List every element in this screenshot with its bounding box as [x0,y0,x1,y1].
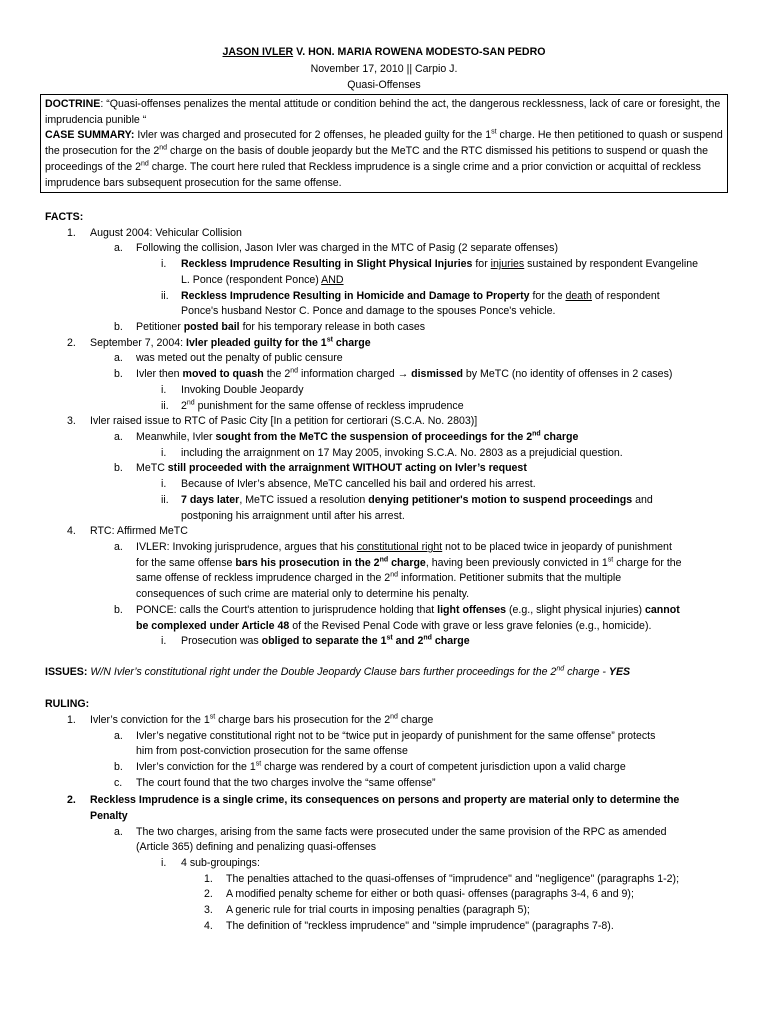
doctrine-text: : “Quasi-offenses penalizes the mental attitude or condition behind the act, the dangerous recklessness, lack of care or foresight, the imprudencia punible “ [45,98,721,126]
list-item-continuation: for the same offense bars his prosecution in the 2nd charge, having been previously convicted in 1st charge for the [136,556,682,569]
petitioner-name: JASON IVLER [222,46,294,58]
case-topic: Quasi-Offenses [347,79,421,91]
ordinal: nd [159,144,168,152]
ordinal: st [491,128,497,136]
facts-heading: FACTS: [45,211,84,223]
list-item-continuation: postponing his arraignment until after his arrest. [181,510,405,522]
issues-answer: YES [608,666,631,678]
case-date: November 17, 2010 || Carpio J. [310,63,458,75]
ordinal: nd [141,160,149,168]
issues-line: ISSUES: W/N Ivler’s constitutional right under the Double Jeopardy Clause bars further proceedings for the 2nd charge - YES [45,665,631,678]
list-item-continuation: L. Ponce (respondent Ponce) AND [181,274,344,286]
list-item-continuation: (Article 365) defining and penalizing quasi-offenses [136,841,377,853]
ruling-heading: RULING: [45,698,90,710]
case-summary-label: CASE SUMMARY: [45,129,135,142]
document-page: JASON IVLER V. HON. MARIA ROWENA MODESTO-SAN PEDRO November 17, 2010 || Carpio J. Quasi-Offenses DOCTRINE: “Quasi-offenses penalizes the mental attitude or condition behind the act, the dangerous recklessness, lack of care or foresight, the imprudencia punible “ CASE SUMMARY: Ivler was charged and prosecuted for 2 offenses, he pleaded guilty for the 1st charge. He then petitioned to quash or suspend the prosecution for the 2nd charge on the basis of double jeopardy but the MeTC and the RTC dismissed his petitions to suspend or quash the proceedings of the 2nd charge. The court here ruled that Reckless imprudence is a single crime and a prior conviction or acquittal of reckless imprudence bars subsequent prosecution for the same offense. FACTS: 1. August 2004: Vehicular Collision a. Following the collision, Jason Ivler was charged in the MTC of Pasig (2 separate offenses) i. Reckless Imprudence Resulting in Slight Physical Injuries for injuries sustained by respondent Evangeline L. Ponce (respondent Ponce) AND ii. Reckless Imprudence Resulting in Homicide and Damage to Property for the death of respondent Ponce's husband Nestor C. Ponce and damage to the spouses Ponce's vehicle. b. Petitioner posted bail for his temporary release in both cases 2. September 7, 2004: Ivler pleaded guilty for the 1st charge a. was meted out the penalty of public censure b. Ivler then moved to quash the 2nd information charged → dismissed by MeTC (no identity of offenses in 2 cases) i. Invoking Double Jeopardy ii. 2nd punishment for the same offense of reckless imprudence 3. Ivler raised issue to RTC of Pasic City [In a petition for certiorari (S.C.A. No. 2803)] a. Meanwhile, Ivler sought from the MeTC the suspension of proceedings for the 2nd charge i. including the arraignment on 17 May 2005, invoking S.C.A. No. 2803 as a prejudicial question. b. MeTC still proceeded with the arraignment WITHOUT acting on Ivler’s request i. Because of Ivler’s absence, MeTC cancelled his bail and ordered his arrest. ii. 7 days later, MeTC issued a resolution denying petitioner's motion to suspend proceedings and postponing his arraignment until after his arrest. 4. RTC: Affirmed MeTC a. IVLER: Invoking jurisprudence, argues that his constitutional right not to be placed twice in jeopardy of punishment for the same offense bars his prosecution in the 2nd charge, having been previously convicted in 1st charge for the same offense of reckless imprudence charged in the 2nd information. Petitioner submits that the multiple consequences of such crime are material only to determine his penalty. b. PONCE: calls the Court's attention to jurisprudence holding that light offenses (e.g., slight physical injuries) cannot be complexed under Article 48 of the Revised Penal Code with grave or less grave felonies (e.g., homicide). i. Prosecution was obliged to separate the 1st and 2nd charge ISSUES: W/N Ivler’s constitutional right under the Double Jeopardy Clause bars further proceedings for the 2nd charge - YES RULING: 1. Ivler’s conviction for the 1st charge bars his prosecution for the 2nd charge a. Ivler’s negative constitutional right not to be “twice put in jeopardy of punishment for the same offense” protects him from post-conviction prosecution for the same offense b. Ivler’s conviction for the 1st charge was rendered by a court of competent jurisdiction upon a valid charge c. The court found that the two charges involve the “same offense” 2. Reckless Imprudence is a single crime, its consequences on persons and property are material only to determine the Penalty a. The two charges, arising from the same facts were prosecuted under the same provision of the RPC as amended (Article 365) defining and penalizing quasi-offenses i. 4 sub-groupings: 1. The penalties attached to the quasi-offenses of "imprudence" and "negligence" (paragraphs 1-2); 2. A modified penalty scheme for either or both quasi- offenses (paragraphs 3-4, 6 and 9); 3. A generic rule for trial courts in imposing penalties (paragraph 5); 4. The definition of "reckless imprudence" and "simple imprudence" (paragraphs 7-8). [0,0,768,1024]
case-summary-text: charge on the basis of double jeopardy but the MeTC and the RTC dismissed his petitions to suspend or quash the proceedings of the 2 [45,145,709,173]
list-item-continuation: be complexed under Article 48 of the Revised Penal Code with grave or less grave felonies (e.g., homicide). [136,620,652,632]
doctrine-paragraph [45,97,723,128]
issues-heading: ISSUES: [45,666,88,678]
list-item-continuation: Penalty [90,810,128,822]
case-summary-text: charge. He then petitioned to quash or suspend the prosecution for the 2 [45,129,723,158]
list-item-continuation: him from post-conviction prosecution for the same offense [136,745,408,757]
list-item-continuation: Ponce's husband Nestor C. Ponce and damage to the spouses Ponce's vehicle. [181,305,556,317]
doctrine-label: DOCTRINE [45,98,101,110]
list-item-continuation: same offense of reckless imprudence charged in the 2nd information. Petitioner submits that the multiple [136,571,622,584]
respondent-name: V. HON. MARIA ROWENA MODESTO-SAN PEDRO [293,46,546,58]
case-summary-text: charge. The court here ruled that Reckless imprudence is a single crime and a prior conviction or acquittal of reckless imprudence bars subsequent prosecution for the same offense. [45,160,701,189]
list-item-continuation: consequences of such crime are material only to determine his penalty. [136,588,470,600]
case-title [0,45,768,61]
doctrine-box [40,94,728,193]
case-summary-paragraph [45,128,723,191]
case-summary-text: Ivler was charged and prosecuted for 2 offenses, he pleaded guilty for the 1 [134,129,492,142]
